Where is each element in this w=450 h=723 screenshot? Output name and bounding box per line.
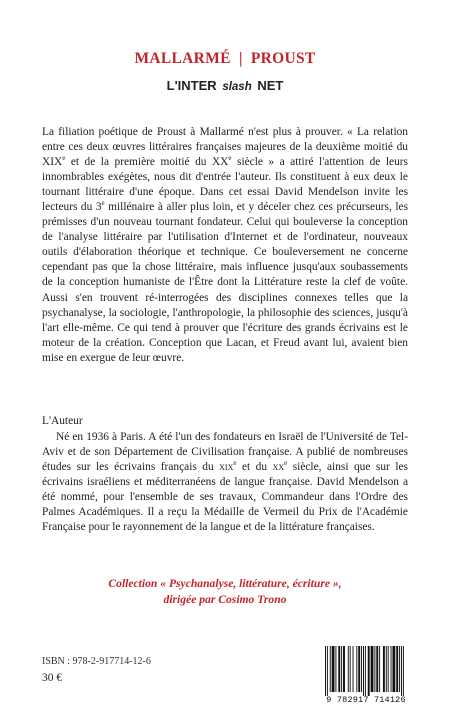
barcode-bar: [396, 646, 398, 692]
barcode-bar: [350, 646, 351, 692]
barcode-bar: [356, 646, 357, 692]
barcode-bar: [401, 646, 402, 696]
barcode-bar: [365, 646, 366, 696]
blurb-sup-3: e: [101, 199, 105, 208]
subtitle-part-net: NET: [257, 78, 284, 93]
barcode-bar: [358, 646, 360, 692]
barcode-bar: [338, 646, 340, 692]
barcode-bar: [361, 646, 362, 692]
barcode-bar: [371, 646, 374, 692]
collection-line-1: Collection « Psychanalyse, littérature, écriture »,: [108, 577, 342, 590]
barcode-bar: [392, 646, 395, 692]
blurb-text-d: millénaire à aller plus loin, et y déceler chez ces précurseurs, les prémisses d'un nouveau tournant fondateur. Celui qui bouleverse la conception de l'analyse littéraire par l'utilisation d'Internet et de l'ordinateur, nouveaux outils d'élaboration théorique et technique. Ce bouleversement ne concerne cependant pas que la chose littéraire, mais influence jusqu'aux soubassements de la conception humaniste de l'Être dont la Littérature reste la clef de voûte. Aussi s'en trouvent ré-interrogées des disciplines connexes telles que la psychanalyse, la sociologie, l'anthropologie, la philosophie des sciences, jusqu'à l'art elle-même. Ce qui tend à prouver que l'écriture des grands écrivains est le moteur de la création. Conception que Lacan, et Freud avant lui, avaient bien mise en exergue de leur œuvre.: [42, 201, 408, 364]
author-sup-2: e: [284, 459, 288, 468]
subtitle-part-inter: L'INTER: [166, 78, 217, 93]
barcode-bar: [403, 646, 404, 696]
barcode-bar: [379, 646, 380, 692]
author-name-mallarme: MALLARMÉ: [134, 50, 231, 67]
barcode-bar: [332, 646, 335, 692]
barcode-number: 9 782917 714126: [326, 695, 406, 705]
blurb-text-b: et de la première moitié du XX: [65, 156, 229, 169]
author-bio-c: siècle, ainsi que sur les écrivains israéliens et méditerranéens de langue française. David Mendelson a été nommé, pour l'ensemble de ses travaux, Commandeur dans l'Ordre des Palmes Académiques. Il a reçu la Médaille de Vermeil du Prix de l'Académie Française pour le rayonnement de la langue et de la littérature françaises.: [42, 461, 408, 534]
blurb-sup-1: e: [62, 154, 66, 163]
barcode-bar: [388, 646, 389, 692]
author-bio-b: et du: [236, 461, 273, 474]
barcode-bar: [399, 646, 400, 692]
price-label: 30 €: [42, 672, 63, 684]
barcode-bar: [353, 646, 354, 692]
century-20: xx: [272, 461, 285, 474]
barcode-bar: [391, 646, 392, 692]
barcode-bar: [376, 646, 378, 692]
barcode-bar: [348, 646, 349, 692]
barcode-bar: [374, 646, 375, 692]
barcode-bar: [327, 646, 328, 696]
barcode-bar: [325, 646, 326, 696]
barcode-bar: [330, 646, 331, 692]
collection-line-2: dirigée par Cosimo Trono: [163, 593, 287, 606]
collection-credit: [0, 576, 450, 608]
author-heading: L'Auteur: [42, 415, 83, 427]
barcode-bar: [368, 646, 370, 696]
author-names: [0, 50, 450, 68]
title-separator: |: [238, 50, 243, 67]
barcode-bar: [343, 646, 345, 692]
barcode-bar: [386, 646, 387, 692]
barcode-bar: [341, 646, 342, 692]
isbn-label: ISBN : 978-2-917714-12-6: [42, 656, 151, 667]
barcode-bar: [383, 646, 385, 692]
blurb-text-c: siècle » a attiré l'attention de leurs innombrables exégètes, nous dit d'entrée l'auteur. Ils constituent à eux deux le tournant littéraire d'une époque. Dans cet essai David Mendelson invite les lecteurs du 3: [42, 156, 408, 214]
subtitle-part-slash: slash: [222, 81, 252, 93]
author-bio: [42, 430, 408, 535]
century-19: xix: [219, 461, 234, 474]
barcode-bars: [324, 646, 410, 696]
blurb-sup-2: e: [228, 154, 232, 163]
author-sup-1: e: [233, 459, 237, 468]
author-name-proust: PROUST: [250, 50, 316, 67]
barcode-bar: [363, 646, 364, 696]
author-bio-a: Né en 1936 à Paris. A été l'un des fondateurs en Israël de l'Université de Tel-Aviv et de son Département de Civilisation française. A publié de nombreuses études sur les écrivains français du: [42, 431, 408, 474]
barcode-bar: [335, 646, 336, 692]
book-subtitle: [0, 78, 450, 93]
blurb-paragraph: [42, 125, 408, 366]
barcode: [324, 646, 410, 698]
blurb-text-a: La filiation poétique de Proust à Mallarmé n'est plus à prouver. « La relation entre ces deux œuvres littéraires françaises majeures de la deuxième moitié du XIX: [42, 126, 408, 169]
